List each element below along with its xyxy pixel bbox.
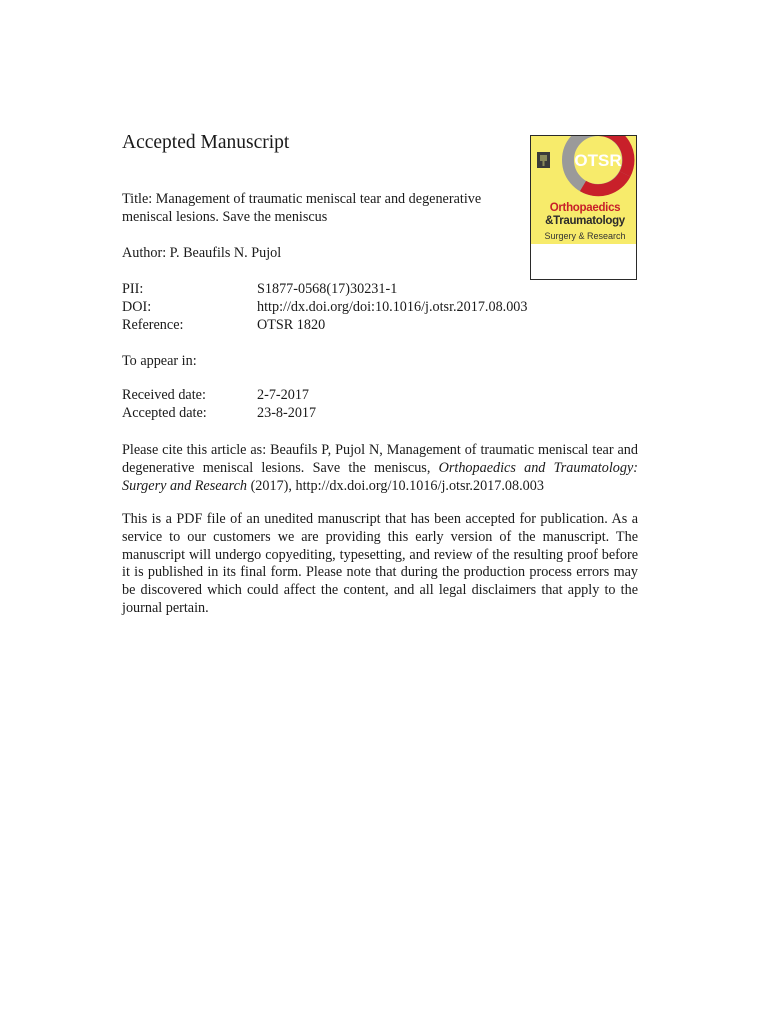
cover-journal-line2: &Traumatology bbox=[545, 215, 625, 227]
citation-prefix: Please cite this article as: Beaufils P, Pujol N, Management of traumatic meniscal tear and degenerative meniscal lesions. Save the meniscus, bbox=[122, 442, 638, 476]
doi-label: DOI: bbox=[122, 299, 152, 315]
appear-in-label: To appear in: bbox=[122, 353, 197, 369]
reference-label: Reference: bbox=[122, 317, 184, 333]
identifier-row-doi bbox=[122, 298, 528, 316]
cover-journal-line3: Surgery & Research bbox=[544, 231, 626, 241]
page-heading: Accepted Manuscript bbox=[122, 132, 290, 153]
pii-value: S1877-0568(17)30231-1 bbox=[257, 281, 398, 297]
elsevier-tree-icon bbox=[537, 152, 550, 168]
accepted-date-value: 23-8-2017 bbox=[257, 405, 317, 421]
citation-journal: Orthopaedics and Traumatology: Surgery and Research bbox=[122, 459, 638, 494]
citation-paragraph bbox=[122, 442, 638, 495]
reference-value: OTSR 1820 bbox=[257, 317, 326, 333]
article-title: Title: Management of traumatic meniscal tear and degenerative meniscal lesions. Save the meniscus bbox=[122, 191, 482, 225]
journal-cover bbox=[530, 135, 637, 280]
cover-logo-text: OTSR bbox=[574, 151, 622, 170]
cover-artwork bbox=[531, 136, 637, 244]
date-list bbox=[122, 386, 316, 422]
identifier-row-pii bbox=[122, 280, 528, 298]
cover-journal-line1: Orthopaedics bbox=[549, 202, 621, 214]
received-date-value: 2-7-2017 bbox=[257, 387, 310, 403]
cover-lower-panel bbox=[531, 244, 636, 280]
accepted-date-label: Accepted date: bbox=[122, 405, 207, 421]
received-date-label: Received date: bbox=[122, 387, 206, 403]
pii-label: PII: bbox=[122, 281, 144, 297]
identifier-row-reference bbox=[122, 316, 528, 334]
date-row-received bbox=[122, 386, 316, 404]
cover-red-arc-lower bbox=[583, 174, 625, 190]
manuscript-notice: This is a PDF file of an unedited manuscript that has been accepted for publication. As a service to our customers we are providing this early version of the manuscript. The manuscript will undergo copyediting, typesetting, and review of the resulting proof before it is published in its final form. Please note that during the production process errors may be discovered which could affect the content, and all legal disclaimers that apply to the journal pertain. bbox=[122, 511, 638, 616]
date-row-accepted bbox=[122, 404, 316, 422]
article-authors: Author: P. Beaufils N. Pujol bbox=[122, 245, 282, 261]
citation-suffix: (2017), http://dx.doi.org/10.1016/j.otsr.2017.08.003 bbox=[247, 477, 544, 494]
identifier-list bbox=[122, 280, 528, 334]
doi-value: http://dx.doi.org/doi:10.1016/j.otsr.2017.08.003 bbox=[257, 299, 528, 315]
